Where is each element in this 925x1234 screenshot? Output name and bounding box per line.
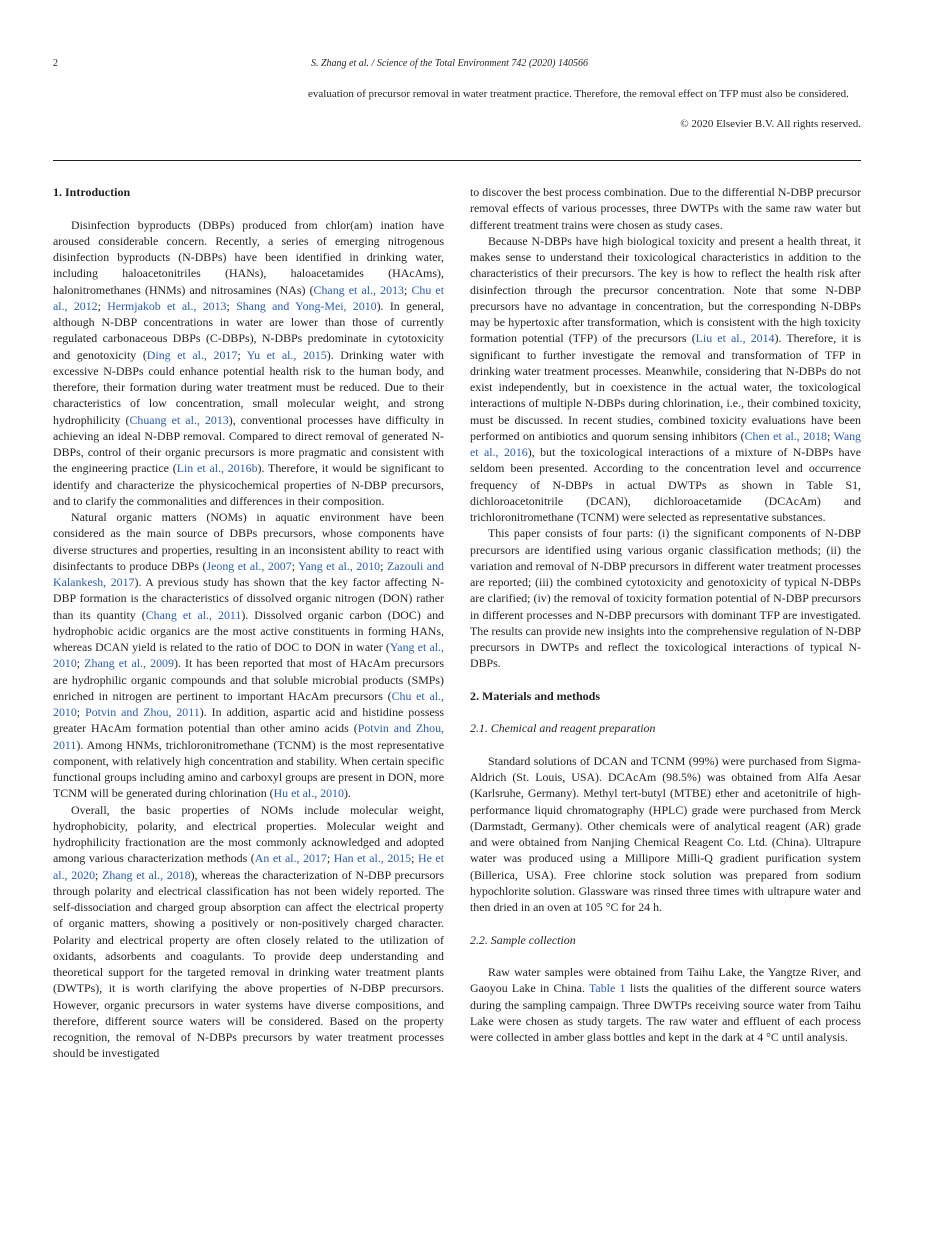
abstract-tail: evaluation of precursor removal in water treatment practice. Therefore, the removal effect on TFP must also be considered.: [308, 88, 849, 100]
citation-link[interactable]: Potvin and Zhou, 2011: [85, 705, 200, 719]
text-run: ). A previous study has shown that the key factor affecting N-DBP formation is the characteristics of dissolved organic nitrogen (DON) rather than its quantity (: [53, 575, 444, 622]
citation-link[interactable]: Hermjakob et al., 2013: [107, 298, 227, 313]
text-run: ;: [403, 282, 412, 297]
journal-reference: S. Zhang et al. / Science of the Total Environment 742 (2020) 140566: [311, 58, 589, 69]
text-run: ;: [826, 428, 834, 443]
text-run: ;: [97, 298, 108, 313]
citation-link[interactable]: Shang and Yong-Mei, 2010: [236, 298, 377, 313]
citation-link[interactable]: He et al., 2020: [53, 851, 445, 882]
text-run: ;: [76, 656, 85, 671]
text-run: ;: [411, 851, 418, 866]
intro-paragraph-3: [53, 802, 444, 1062]
citation-link[interactable]: Lin et al., 2016b: [176, 461, 258, 476]
text-run: ), whereas the characterization of N-DBP precursors through polarity and electrical classification has not been widely reported. The self-dissociation and charged group absorption can affect the electrical property of organic matters, showing a positively or non-positively charged character. Polarity and electrical property are often closely related to the utilization of oxidants, adsorbents and coagulants. To provide deep understanding and theoretical support for the targeted removal in drinking water treatment plants (DWTPs), it is worth clarifying the above properties of N-DBP precursors. However, organic precursors in water systems have diverse compositions, and therefore, different source waters will be considered. Based on the property recognition, the removal of N-DBPs precursors by water treatment processes should be investigated: [53, 867, 444, 1061]
citation-link[interactable]: Chu et al., 2012: [53, 282, 444, 313]
text-run: ). Therefore, it would be significant to identify and characterize the physicochemical properties of N-DBP precursors, and to clarify the commonalities and differences in their composition.: [53, 461, 444, 508]
citation-link[interactable]: Chu et al., 2010: [53, 688, 445, 719]
intro-paragraph-1: [53, 217, 444, 510]
text-run: Because N-DBPs have high biological toxicity and present a health threat, it makes sense to understand their toxicological characteristics in addition to the characteristics of their precursors. The key is how to reflect the health risk after disinfection through the precursor concentration. Note that some N-DBP precursors have no advantage in concentration, but the corresponding N-DBPs may be hypertoxic after transformation, which is consistent with the high toxicity formation potential (TFP) of the precursors (: [470, 233, 861, 346]
intro-paragraph-3-continued: to discover the best process combination. Due to the differential N-DBP precursor removal effects of various processes, three DWTPs with the same raw water but different treatment trains were chosen as study cases.: [470, 185, 861, 232]
intro-paragraph-2: [53, 509, 444, 802]
text-run: ;: [76, 705, 86, 719]
citation-link[interactable]: An et al., 2017: [254, 851, 327, 866]
citation-link[interactable]: Hu et al., 2010: [273, 786, 344, 801]
text-run: ). Among HNMs, trichloronitromethane (TCNM) is the most representative component, with relatively high concentration and stability. When certain specific functional groups including amino and carboxyl groups are present in DON, more TCNM will be generated during chlorination (: [53, 737, 444, 801]
citation-link[interactable]: Liu et al., 2014: [695, 331, 775, 346]
text-run: Natural organic matters (NOMs) in aquatic environment have been considered as the main source of DBPs precursors, whose components have diverse structures and properties, resulting in an inconsistent ability to react with disinfectants to produce DBPs (: [53, 510, 444, 573]
citation-link[interactable]: Zhang et al., 2009: [84, 656, 174, 671]
text-run: Raw water samples were obtained from Taihu Lake, the Yangtze River, and Gaoyou Lake in China.: [470, 965, 861, 996]
text-run: ). In general, although N-DBP concentrations in water are lower than those of currently regulated carbonaceous DBPs (C-DBPs), N-DBPs predominate in cytotoxicity and genotoxicity (: [53, 298, 444, 362]
citation-link[interactable]: Ding et al., 2017: [146, 347, 238, 362]
page-number: 2: [53, 58, 58, 69]
subsection-heading-2-1: 2.1. Chemical and reagent preparation: [470, 721, 656, 736]
citation-link[interactable]: Chang et al., 2013: [313, 282, 404, 297]
methods-paragraph-reagents: Standard solutions of DCAN and TCNM (99%) were purchased from Sigma-Aldrich (St. Louis, USA). DCAcAm (98.5%) was obtained from Alfa Aesar (Karlsruhe, Germany). Methyl tert-butyl (MTBE) ether and acetonitrile of high-performance liquid chromatography (HPLC) grade were purchased from Merck (Darmstadt, Germany). Other chemicals were of analytical reagent (AR) grade and were obtained from Nanjing Chemical Reagent Co. Ltd. (China). Ultrapure water was produced using a Millipore Milli-Q gradient purification system (Billerica, USA). Free chlorine stock solution was prepared from sodium hypochlorite solution. Glassware was rinsed three times with ultrapure water and then dried in an oven at 105 °C for 24 h.: [470, 753, 861, 914]
text-run: ). It has been reported that most of HAcAm precursors are hydrophilic organic compounds and that soluble microbial products (SMPs) enriched in nitrogen are pertinent to important HAcAm precursors (: [53, 656, 444, 703]
right-column: [470, 184, 861, 1045]
citation-link[interactable]: Chuang et al., 2013: [129, 412, 229, 427]
text-run: ;: [95, 867, 103, 882]
intro-paragraph-4: [470, 233, 861, 526]
text-run: Disinfection byproducts (DBPs) produced from chlor(am) ination have aroused considerable concern. Recently, a series of emerging nitrogenous disinfection byproducts (N-DBPs) have been identified in drinking water, including haloacetonitriles (HANs), haloacetamides (HAcAms), halonitromethanes (HNMs) and nitrosamines (NAs) (: [53, 217, 444, 297]
citation-link[interactable]: Jeong et al., 2007: [206, 558, 292, 573]
citation-link[interactable]: Chen et al., 2018: [744, 428, 827, 443]
citation-link[interactable]: Chang et al., 2011: [145, 607, 242, 622]
text-run: ). In addition, aspartic acid and histidine possess greater HAcAm formation potential than other amino acids (: [53, 705, 444, 736]
text-run: ). Dissolved organic carbon (DOC) and hydrophobic acidic organics are the most active constituents in forming HANs, whereas DCAN yield is related to the ratio of DOC to DON in water (: [53, 607, 444, 654]
intro-paragraph-5: This paper consists of four parts: (i) the significant components of N-DBP precursors are identified using various organic classification methods; (ii) the variation and removal of N-DBP precursors in different water treatment processes are reported; (iii) the combined cytotoxicity and genotoxicity of typical N-DBPs are clarified; (iv) the removal of toxicity formation potential of N-DBP precursors in different processes and N-DBP precursors with dominant TFP are investigated. The results can provide new insights into the comprehensive regulation of N-DBP precursors in DWTPs and reflect the toxicological interactions of typical N-DBPs.: [470, 526, 861, 671]
text-run: ;: [380, 558, 387, 573]
text-run: ;: [226, 298, 237, 313]
text-run: ). Therefore, it is significant to further investigate the removal and transformation of TFP in drinking water treatment processes. Meanwhile, considering that N-DBPs do not exist independently, but in coexistence in the actual water, the toxicological interactions of multiple N-DBPs during chlorination, i.e., their combined toxicity, must be discussed. In recent studies, combined toxicity evaluations have been performed on antibiotics and quorum sensing inhibitors (: [470, 331, 861, 443]
text-run: ). Drinking water with excessive N-DBPs could enhance potential health risk to the human body, and therefore, their formation during water treatment must be reduced. Due to their characteristics of low concentration, small molecular weight, and strong hydrophilicity (: [53, 347, 444, 427]
copyright-notice: © 2020 Elsevier B.V. All rights reserved.: [680, 118, 861, 130]
citation-link[interactable]: Yang et al., 2010: [298, 558, 381, 573]
methods-heading: 2. Materials and methods: [470, 688, 600, 703]
left-column: [53, 184, 444, 1062]
text-run: ;: [291, 558, 299, 573]
citation-link[interactable]: Zazouli and Kalankesh, 2017: [53, 558, 444, 589]
section-divider: [53, 160, 861, 161]
text-run: ).: [343, 786, 351, 801]
text-run: ), but the toxicological interactions of a mixture of N-DBPs have seldom been presented. According to the concentration level and occurrence frequency of N-DBPs in actual DWTPs as shown in Table S1, dichloroacetonitrile (DCAN), dichloroacetamide (DCAcAm) and trichloronitromethane (TCNM) were selected as representative substances.: [470, 445, 861, 524]
citation-link[interactable]: Zhang et al., 2018: [102, 867, 191, 882]
introduction-heading: 1. Introduction: [53, 185, 131, 199]
citation-link[interactable]: Han et al., 2015: [333, 851, 412, 866]
text-run: ;: [326, 851, 334, 866]
methods-paragraph-sampling: [470, 964, 861, 1045]
text-run: ;: [237, 347, 247, 362]
text-run: Overall, the basic properties of NOMs include molecular weight, hydrophobicity, polarity, and electrical properties. Molecular weight and hydrophilicity fractionation are the most commonly acknowledged and adopted among various characterization methods (: [53, 802, 444, 866]
citation-link[interactable]: Wang et al., 2016: [470, 428, 861, 459]
subsection-heading-2-2: 2.2. Sample collection: [470, 932, 576, 947]
running-head: [53, 57, 861, 71]
citation-link[interactable]: Yu et al., 2015: [246, 347, 327, 362]
text-run: lists the qualities of the different source waters during the sampling campaign. Three DWTPs receiving source water from Taihu Lake were chosen as study targets. The raw water and effluent of each process were collected in amber glass bottles and kept in the dark at 4 °C until analysis.: [470, 981, 861, 1044]
citation-link[interactable]: Potvin and Zhou, 2011: [53, 721, 444, 752]
table-link[interactable]: Table 1: [588, 981, 626, 996]
citation-link[interactable]: Yang et al., 2010: [53, 640, 444, 671]
text-run: ), conventional processes have difficulty in achieving an ideal N-DBP removal. Compared to direct removal of generated N-DBPs, control of their organic precursors is more pragmatic and consistent with the engineering practice (: [53, 412, 445, 476]
